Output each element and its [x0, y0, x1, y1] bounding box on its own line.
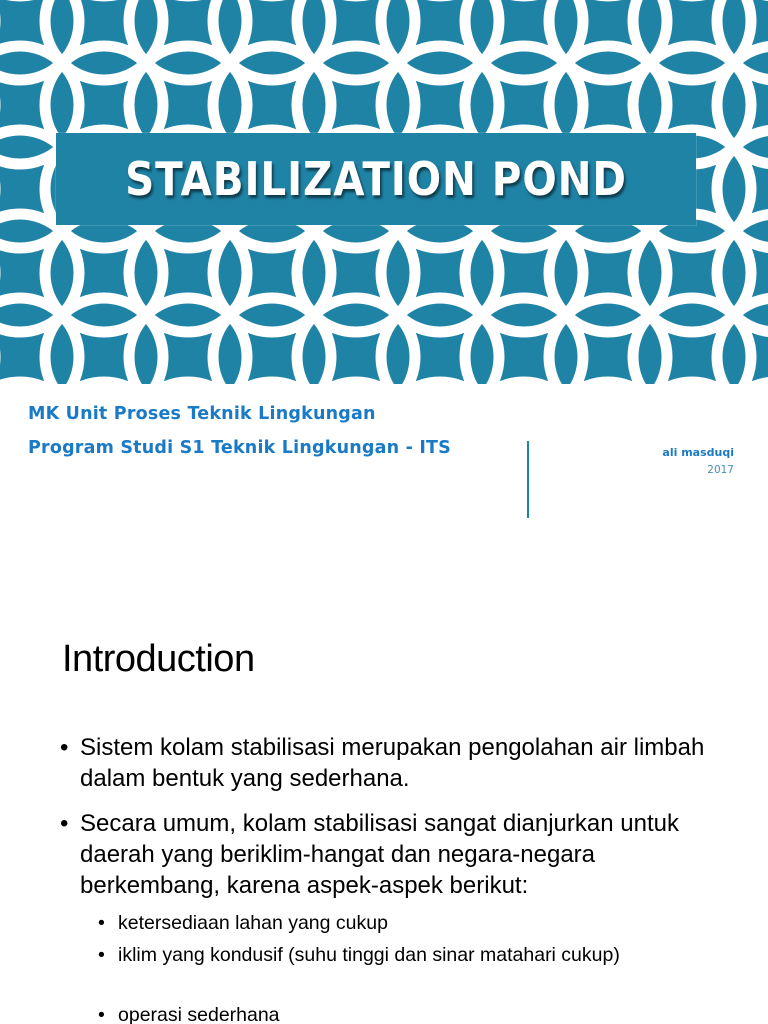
- author-name: ali masduqi: [662, 446, 734, 459]
- bullet-text: Secara umum, kolam stabilisasi sangat dianjurkan untuk daerah yang beriklim-hangat dan negara-negara berkembang, karena aspek-aspek berikut:: [80, 810, 679, 899]
- pattern-ring: [213, 382, 331, 384]
- bullet-dot-icon: •: [60, 810, 69, 837]
- pattern-ring: [381, 382, 499, 384]
- bullet-dot-icon: •: [98, 912, 105, 934]
- program-name: Program Studi S1 Teknik Lingkungan - ITS: [28, 438, 451, 458]
- bullet-text: Sistem kolam stabilisasi merupakan pengolahan air limbah dalam bentuk yang sederhana.: [80, 734, 705, 792]
- bullet-dot-icon: •: [98, 944, 105, 966]
- sub-bullet-item: [98, 910, 698, 936]
- sub-bullet-item: [98, 1002, 698, 1024]
- course-name: MK Unit Proses Teknik Lingkungan: [28, 404, 376, 424]
- slide-title: STABILIZATION POND: [125, 152, 627, 206]
- sub-bullet-text: operasi sederhana: [118, 1004, 280, 1024]
- pattern-ring: [465, 382, 583, 384]
- sub-bullet-item: [98, 942, 698, 968]
- pattern-ring: [297, 382, 415, 384]
- bullet-dot-icon: •: [98, 1004, 105, 1024]
- sub-bullet-text: ketersediaan lahan yang cukup: [118, 912, 388, 934]
- introduction-slide: [0, 592, 768, 1024]
- pattern-ring: [45, 382, 163, 384]
- title-box: [56, 133, 696, 225]
- sub-bullet-text: iklim yang kondusif (suhu tinggi dan sinar matahari cukup): [118, 944, 620, 966]
- pattern-ring: [633, 382, 751, 384]
- slide-heading: Introduction: [62, 638, 255, 680]
- bullet-item: [60, 732, 720, 794]
- year-label: 2017: [707, 464, 734, 476]
- bullet-item: [60, 808, 720, 901]
- vertical-divider: [527, 441, 529, 518]
- pattern-ring: [549, 382, 667, 384]
- pattern-ring: [129, 382, 247, 384]
- header-banner: [0, 0, 768, 384]
- bullet-dot-icon: •: [60, 734, 69, 761]
